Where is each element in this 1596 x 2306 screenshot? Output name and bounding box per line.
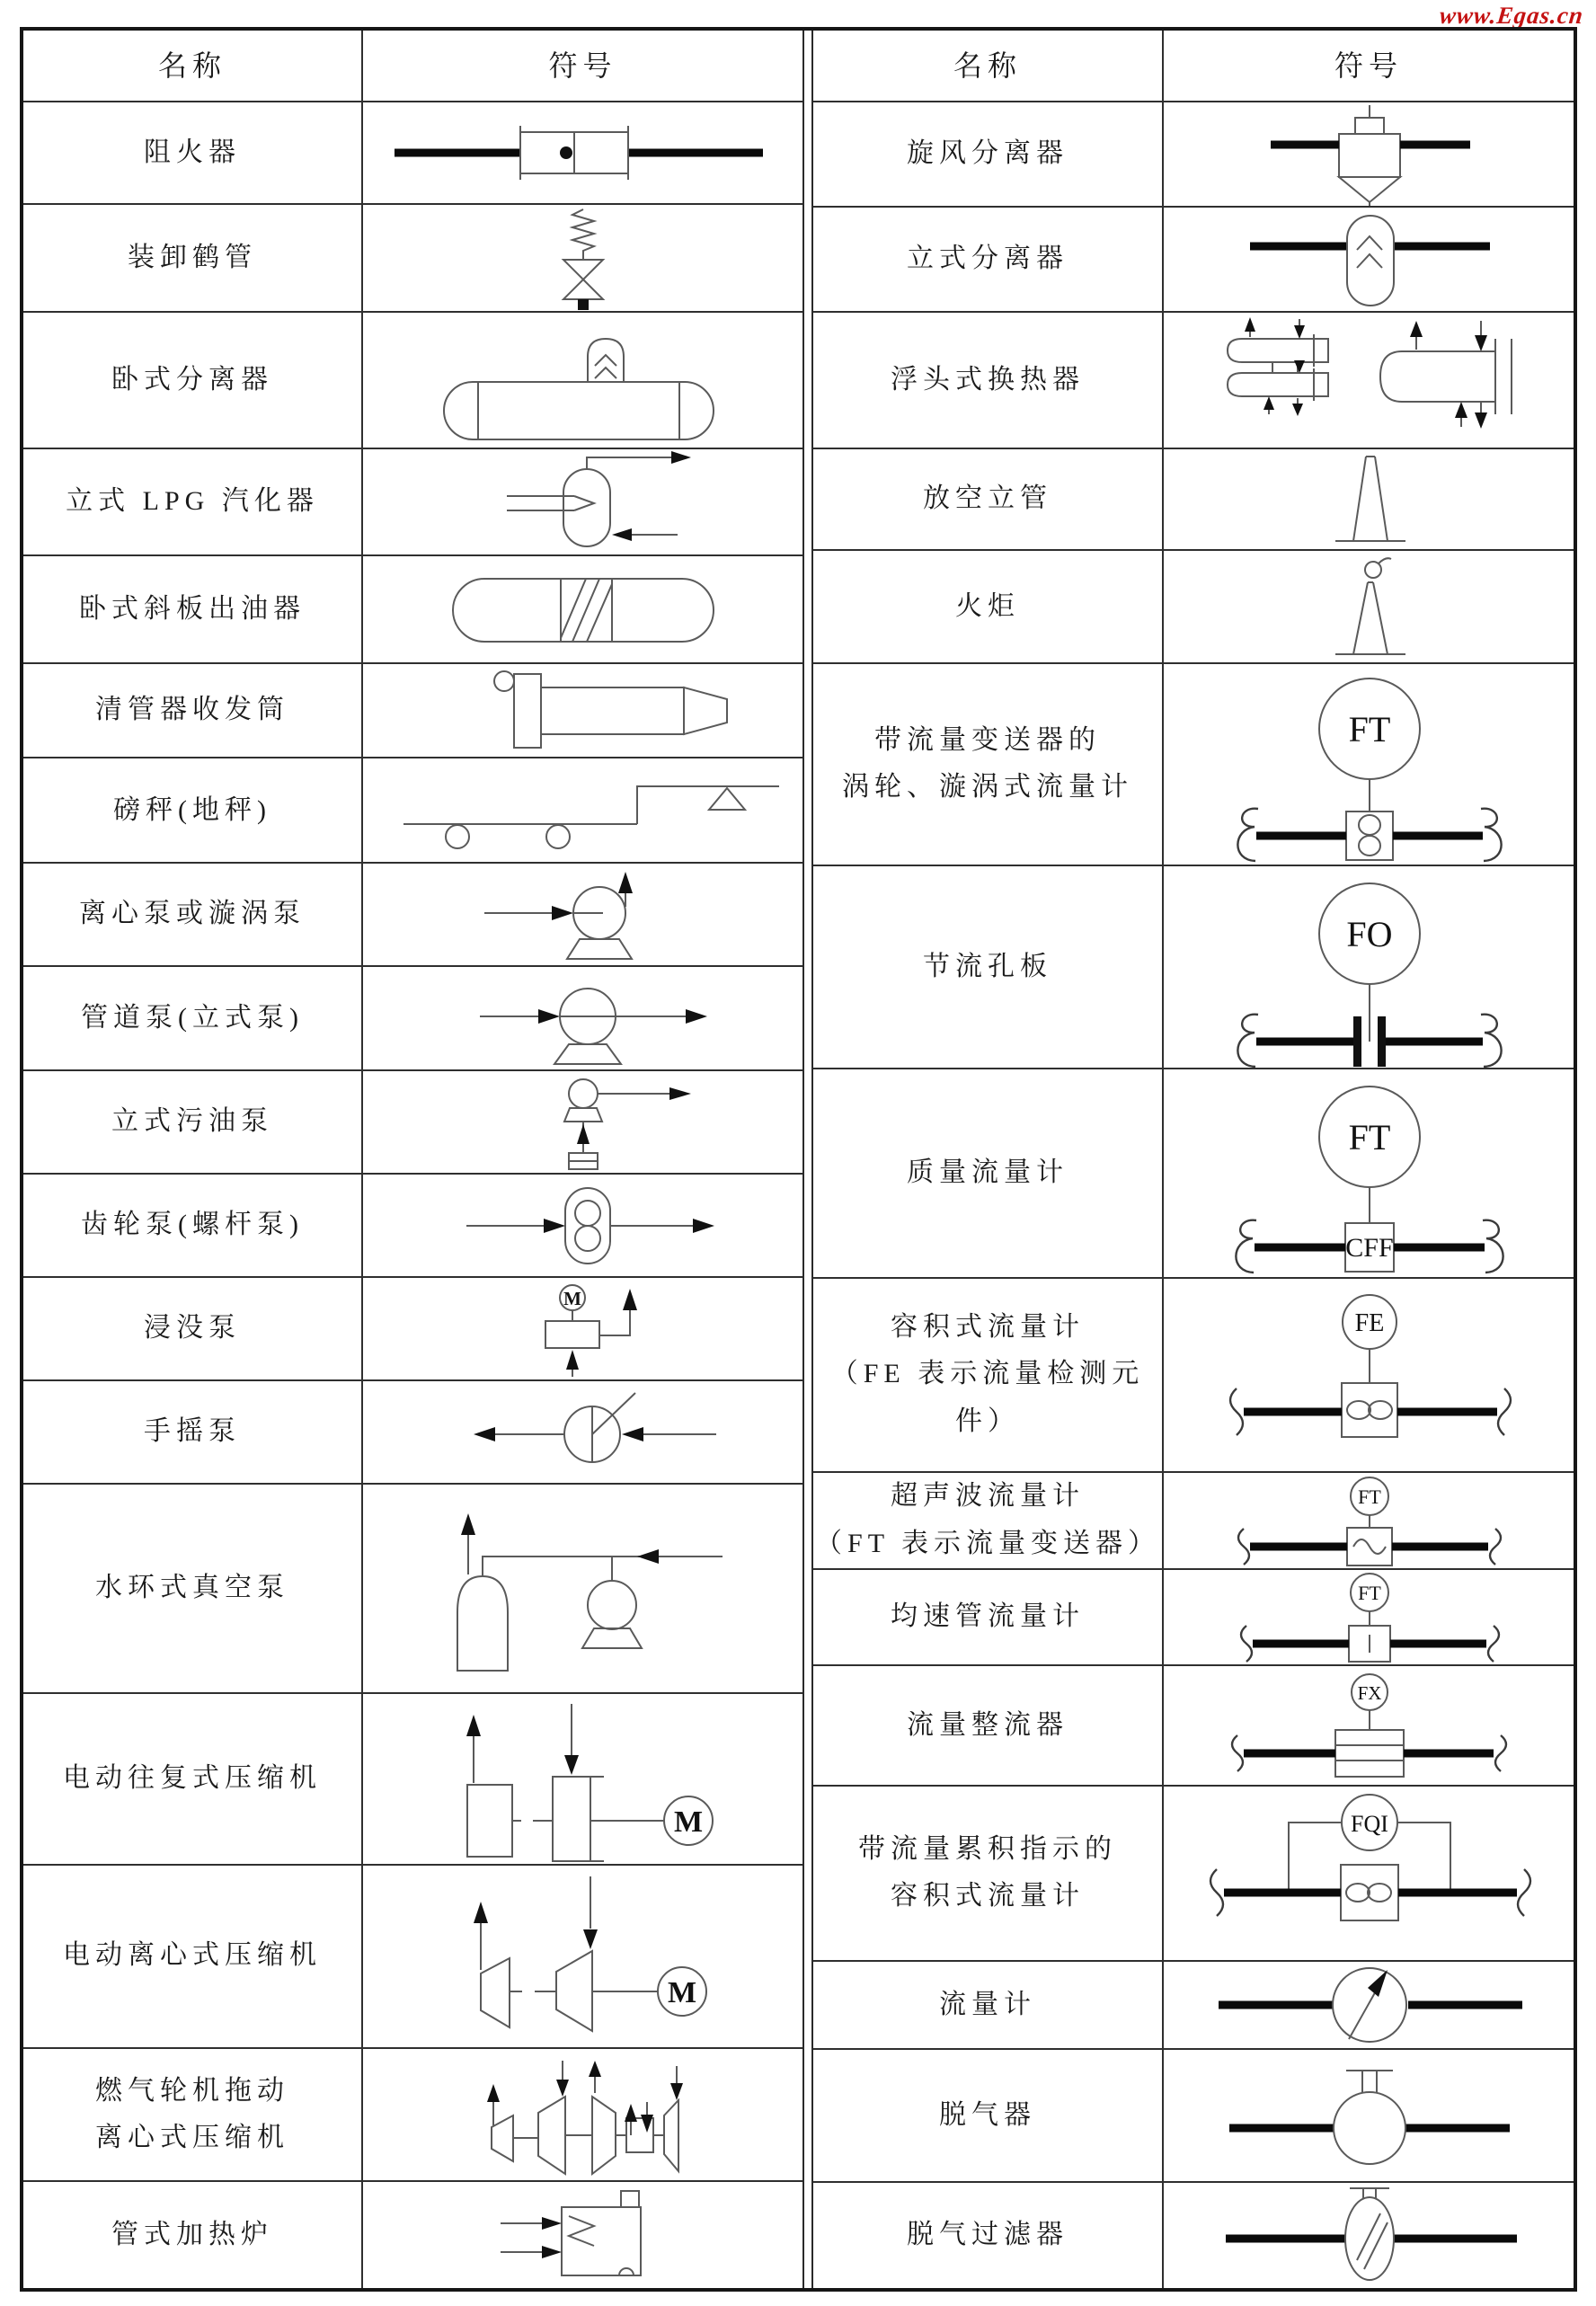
pig-launcher-icon: [368, 665, 799, 757]
symbol-horizontal-plate-oil-outlet: [363, 556, 802, 662]
gas-turbine-compressor-icon: [368, 2050, 799, 2180]
table-row: [813, 2050, 1574, 2184]
table-row: [23, 102, 802, 206]
row-name: 流量整流器: [813, 1666, 1164, 1785]
symbol-tube-furnace: [363, 2182, 802, 2288]
table-row: [813, 1570, 1574, 1667]
row-name: 脱气器: [813, 2050, 1164, 2182]
table-row: [813, 551, 1574, 664]
table-row: [23, 864, 802, 967]
submerged-pump-icon: [368, 1278, 799, 1379]
row-name: 离心泵或漩涡泵: [23, 864, 363, 965]
row-name: 燃气轮机拖动 离心式压缩机: [23, 2049, 363, 2181]
symbol-flow-straightener: [1164, 1666, 1574, 1785]
row-name: 均速管流量计: [813, 1570, 1164, 1665]
row-name: 浮头式换热器: [813, 313, 1164, 448]
symbol-ultrasonic-flowmeter: [1164, 1473, 1574, 1568]
table-row: [813, 1787, 1574, 1962]
symbol-vent-stack: [1164, 449, 1574, 550]
instrument-tag: FT: [1348, 1116, 1391, 1157]
symbol-pd-flowmeter-fe: [1164, 1279, 1574, 1471]
vacuum-pump-icon: [368, 1486, 799, 1691]
instrument-tag: FQI: [1351, 1811, 1388, 1838]
turbine-flowmeter-icon: [1165, 664, 1573, 864]
symbol-weighbridge: [363, 758, 802, 862]
row-name: 节流孔板: [813, 866, 1164, 1068]
symbol-gear-pump: [363, 1175, 802, 1276]
table-right-half: [811, 31, 1574, 2288]
symbol-vertical-separator: [1164, 208, 1574, 311]
centrifugal-compressor-icon: [368, 1866, 799, 2046]
table-row: [23, 313, 802, 449]
vertical-separator-icon: [1165, 208, 1573, 310]
row-name: 立式 LPG 汽化器: [23, 449, 363, 555]
motor-label: M: [667, 1976, 696, 2010]
instrument-tag: FX: [1357, 1681, 1382, 1704]
mass-flowmeter-icon: [1165, 1070, 1573, 1276]
symbol-pd-flowmeter-fqi: [1164, 1787, 1574, 1960]
symbol-loading-arm: [363, 205, 802, 311]
table-row: [813, 1962, 1574, 2050]
row-name: 容积式流量计 （FE 表示流量检测元件）: [813, 1279, 1164, 1471]
motor-label: M: [563, 1288, 581, 1310]
motor-label: M: [673, 1805, 703, 1839]
symbol-centrifugal-pump: [363, 864, 802, 965]
row-name: 流量计: [813, 1962, 1164, 2048]
loading-arm-icon: [368, 206, 799, 310]
row-name: 齿轮泵(螺杆泵): [23, 1175, 363, 1276]
symbol-flowmeter-dial: [1164, 1962, 1574, 2048]
table-row: [813, 1069, 1574, 1278]
table-row: [813, 1666, 1574, 1787]
degassing-filter-icon: [1165, 2185, 1573, 2286]
symbol-averaging-pitot-flowmeter: [1164, 1570, 1574, 1665]
symbol-mass-flowmeter: [1164, 1069, 1574, 1276]
degasser-icon: [1165, 2051, 1573, 2181]
symbol-turbine-vortex-flowmeter: [1164, 664, 1574, 865]
table-row: [813, 313, 1574, 449]
reciprocating-compressor-icon: [368, 1695, 799, 1863]
table-row: [813, 2183, 1574, 2288]
row-name: 装卸鹤管: [23, 205, 363, 311]
table-row: [23, 205, 802, 313]
table-row: [23, 1175, 802, 1278]
flare-icon: [1165, 552, 1573, 661]
symbol-vertical-lpg-vaporizer: [363, 449, 802, 555]
table-row: [23, 31, 802, 102]
table-row: [813, 866, 1574, 1069]
table-row: [23, 758, 802, 864]
column-header-name: 名称: [813, 31, 1164, 101]
fqi-flowmeter-icon: [1165, 1787, 1573, 1959]
column-header-symbol: 符号: [548, 49, 617, 82]
row-name: 管道泵(立式泵): [23, 967, 363, 1070]
row-name: 超声波流量计 （FT 表示流量变送器）: [813, 1473, 1164, 1568]
symbol-motor-centrifugal-compressor: [363, 1866, 802, 2047]
table-row: [813, 1279, 1574, 1473]
symbol-flare: [1164, 551, 1574, 662]
table-row: [23, 664, 802, 759]
symbol-hand-pump: [363, 1381, 802, 1483]
ultrasonic-flowmeter-icon: [1165, 1474, 1573, 1567]
averaging-pitot-icon: [1165, 1570, 1573, 1663]
row-name: 带流量累积指示的 容积式流量计: [813, 1787, 1164, 1960]
instrument-tag: FT: [1348, 709, 1391, 750]
symbol-orifice-plate: [1164, 866, 1574, 1068]
row-name: 管式加热炉: [23, 2182, 363, 2288]
symbol-motor-reciprocating-compressor: [363, 1694, 802, 1863]
symbol-vertical-sump-pump: [363, 1071, 802, 1173]
row-name: 清管器收发筒: [23, 664, 363, 758]
column-header-name: 名称: [23, 31, 363, 101]
table-row: [813, 31, 1574, 102]
table-left-half: [23, 31, 804, 2288]
row-name: 电动离心式压缩机: [23, 1866, 363, 2047]
row-name: 卧式斜板出油器: [23, 556, 363, 662]
weighbridge-icon: [368, 759, 799, 861]
instrument-tag: FT: [1358, 1485, 1381, 1508]
symbol-degasser: [1164, 2050, 1574, 2182]
symbol-horizontal-separator: [363, 313, 802, 448]
symbol-table: [20, 27, 1577, 2292]
vent-stack-icon: [1165, 449, 1573, 548]
row-name: 质量流量计: [813, 1069, 1164, 1276]
plate-oil-outlet-icon: [368, 557, 799, 661]
half-divider: [804, 31, 811, 2288]
symbol-gas-turbine-compressor: [363, 2049, 802, 2181]
row-name: 带流量变送器的 涡轮、漩涡式流量计: [813, 664, 1164, 865]
table-row: [23, 1071, 802, 1175]
tube-furnace-icon: [368, 2184, 799, 2286]
table-row: [23, 1485, 802, 1694]
orifice-plate-icon: [1165, 867, 1573, 1068]
table-row: [23, 2182, 802, 2288]
flowmeter-dial-icon: [1165, 1963, 1573, 2047]
sump-pump-icon: [368, 1072, 799, 1172]
horizontal-separator-icon: [368, 314, 799, 447]
symbol-pipeline-pump: [363, 967, 802, 1070]
watermark: www.Egas.cn: [1438, 2, 1585, 29]
table-row: [813, 449, 1574, 552]
cyclone-separator-icon: [1165, 103, 1573, 206]
row-name: 旋风分离器: [813, 102, 1164, 207]
gear-pump-icon: [368, 1175, 799, 1275]
symbol-submerged-pump: [363, 1278, 802, 1380]
table-row: [23, 2049, 802, 2183]
row-name: 立式污油泵: [23, 1071, 363, 1173]
table-row: [813, 208, 1574, 313]
table-row: [813, 102, 1574, 208]
instrument-tag: FO: [1346, 913, 1393, 954]
row-name: 立式分离器: [813, 208, 1164, 311]
row-name: 放空立管: [813, 449, 1164, 550]
table-row: [23, 449, 802, 557]
row-name: 手摇泵: [23, 1381, 363, 1483]
symbol-water-ring-vacuum-pump: [363, 1485, 802, 1692]
row-name: 电动往复式压缩机: [23, 1694, 363, 1863]
table-row: [23, 1381, 802, 1485]
table-row: [813, 664, 1574, 866]
symbol-degassing-filter: [1164, 2183, 1574, 2288]
row-name: 火炬: [813, 551, 1164, 662]
row-name: 水环式真空泵: [23, 1485, 363, 1692]
pipeline-pump-icon: [368, 968, 799, 1069]
flow-straightener-icon: [1165, 1667, 1573, 1784]
symbol-cyclone-separator: [1164, 102, 1574, 207]
symbol-floating-head-exchanger: [1164, 313, 1574, 448]
flame-arrester-icon: [368, 103, 799, 202]
table-row: [23, 1866, 802, 2049]
hand-pump-icon: [368, 1382, 799, 1482]
symbol-flame-arrester: [363, 102, 802, 204]
row-name: 浸没泵: [23, 1278, 363, 1380]
instrument-tag: FT: [1358, 1582, 1381, 1605]
table-row: [23, 1694, 802, 1865]
instrument-tag: FE: [1354, 1309, 1385, 1338]
table-row: [23, 967, 802, 1072]
lpg-vaporizer-icon: [368, 449, 799, 554]
column-header-symbol: 符号: [1334, 49, 1403, 82]
symbol-pig-launcher: [363, 664, 802, 758]
row-name: 脱气过滤器: [813, 2183, 1164, 2288]
centrifugal-pump-icon: [368, 865, 799, 964]
row-name: 阻火器: [23, 102, 363, 204]
row-name: 卧式分离器: [23, 313, 363, 448]
row-name: 磅秤(地秤): [23, 758, 363, 862]
table-row: [23, 1278, 802, 1382]
table-row: [23, 556, 802, 664]
pd-flowmeter-icon: [1165, 1279, 1573, 1470]
table-row: [813, 1473, 1574, 1570]
floating-head-exchanger-icon: [1165, 314, 1573, 447]
flow-element-label: CFF: [1345, 1232, 1394, 1263]
